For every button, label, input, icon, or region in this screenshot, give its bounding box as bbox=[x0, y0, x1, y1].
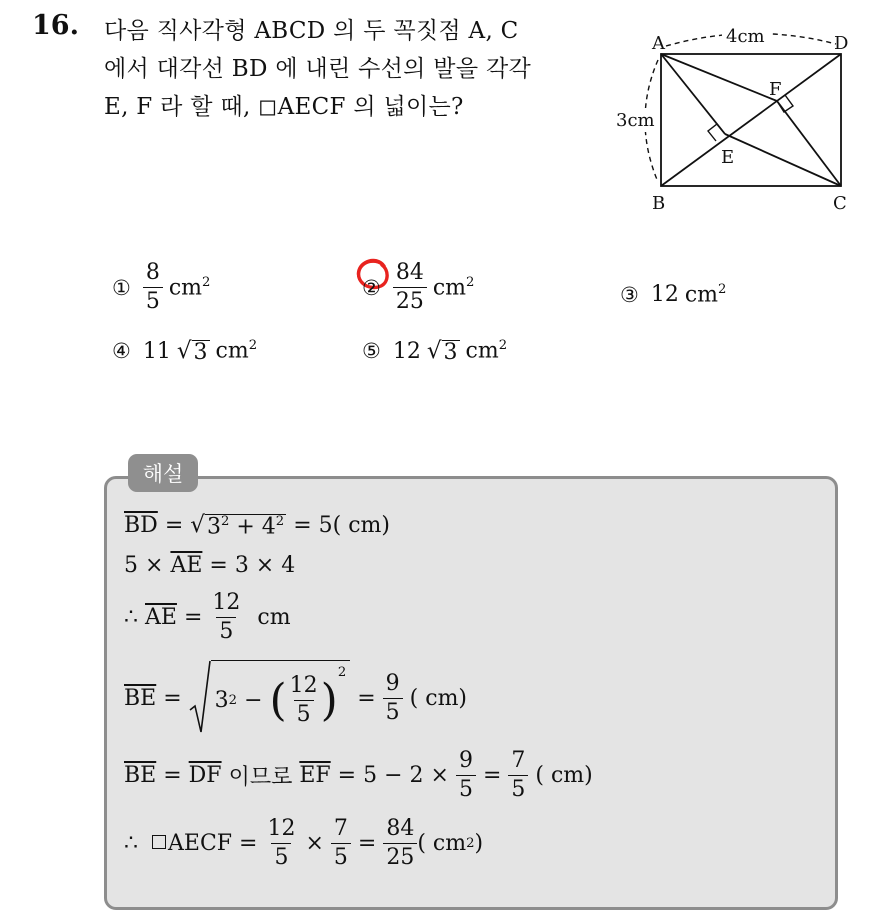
solution-line-3: ∴ $\overline{AE}$ = $\frac{12}{5}$ cm bbox=[124, 590, 291, 644]
denominator: 5 bbox=[143, 287, 163, 313]
square-symbol bbox=[152, 835, 166, 849]
fraction: $\frac{9}{5}$ bbox=[456, 750, 476, 801]
sqrt: 3 2 − ( $\frac{12}{5}$ ) $^2$ bbox=[189, 660, 351, 736]
unit: $cm^2$ bbox=[684, 282, 727, 308]
solution-line-6: ∴ AECF = $\frac{12}{5}$ × $\frac{7}{5}$ = $\frac{84}{25}$ ( cm 2 ) bbox=[124, 816, 484, 870]
vertex-label-b: B bbox=[652, 193, 666, 214]
numerator: 84 bbox=[395, 260, 424, 285]
dimension-label-top: 4cm bbox=[726, 26, 765, 47]
choice-number-1: ① bbox=[112, 275, 131, 300]
choice-1[interactable] bbox=[112, 262, 210, 313]
choice-number-4: ④ bbox=[112, 339, 131, 363]
choice-3-value: 12 bbox=[650, 282, 679, 308]
segment-cf bbox=[777, 101, 841, 186]
vertex-label-c: C bbox=[833, 193, 847, 214]
sqrt: √ $3^2 + 4^2$ bbox=[190, 512, 285, 539]
choice-number-2: ② bbox=[362, 275, 381, 300]
choice-4[interactable] bbox=[112, 338, 257, 364]
vertex-label-a: A bbox=[652, 33, 665, 54]
numerator: 8 bbox=[145, 260, 160, 285]
choice-4-coefficient: 11 bbox=[142, 338, 171, 364]
fraction: $\frac{84}{25}$ bbox=[383, 818, 417, 869]
unit: $cm^2$ bbox=[465, 338, 508, 364]
segment-ce bbox=[725, 134, 841, 186]
choice-2-fraction bbox=[393, 262, 427, 313]
rectangle-figure bbox=[598, 18, 868, 218]
choice-2[interactable] bbox=[362, 262, 474, 313]
solution-line-2: 5 × $\overline{AE}$ = 3 × 4 bbox=[124, 553, 296, 578]
question-text-line-3: E, F 라 할 때, ◻AECF 의 넓이는? bbox=[104, 94, 464, 120]
sqrt: √ 3 bbox=[426, 338, 458, 365]
segment-af bbox=[661, 54, 777, 101]
fraction: $\frac{9}{5}$ bbox=[383, 673, 403, 724]
unit: $cm^2$ bbox=[168, 274, 211, 301]
fraction: $\frac{7}{5}$ bbox=[508, 750, 528, 801]
vertex-label-f: F bbox=[769, 79, 782, 100]
solution-line-1: $\overline{BD}$ = √ $3^2 + 4^2$ = 5( cm) bbox=[124, 512, 390, 539]
diagonal-bd bbox=[661, 54, 841, 186]
right-angle-mark-e bbox=[708, 124, 725, 141]
solution-badge: 해설 bbox=[128, 454, 198, 492]
fraction: $\frac{12}{5}$ bbox=[267, 816, 296, 870]
solution-line-5: $\overline{BE}$ = $\overline{DF}$ 이므로 $\overline{EF}$ = 5 − 2 × $\frac{9}{5}$ = $\frac{7}{5}$ ( cm) bbox=[124, 748, 593, 802]
vertex-label-e: E bbox=[721, 147, 735, 168]
fraction: $\frac{7}{5}$ bbox=[331, 818, 351, 869]
choice-5[interactable] bbox=[362, 338, 507, 364]
vertex-label-d: D bbox=[834, 33, 849, 54]
choice-3[interactable] bbox=[620, 282, 726, 307]
unit: $cm^2$ bbox=[432, 274, 475, 301]
question-text-line-2: 에서 대각선 BD 에 내린 수선의 발을 각각 bbox=[104, 56, 531, 82]
question-text-line-1: 다음 직사각형 ABCD 의 두 꼭짓점 A, C bbox=[104, 18, 519, 44]
sqrt: √ 3 bbox=[176, 338, 208, 365]
question-number: 16. bbox=[32, 10, 79, 41]
choice-number-3: ③ bbox=[620, 282, 639, 307]
choice-5-coefficient: 12 bbox=[392, 338, 421, 364]
solution-line-4: $\overline{BE}$ = 3 2 − ( $\frac{12}{5}$ ) $^2$ = $\frac{9}{5}$ ( cm) bbox=[124, 660, 467, 736]
choice-1-fraction bbox=[143, 262, 163, 313]
dimension-label-left: 3cm bbox=[616, 110, 655, 131]
choice-number-5: ⑤ bbox=[362, 339, 381, 363]
fraction: $\frac{12}{5}$ bbox=[212, 590, 241, 644]
unit: $cm^2$ bbox=[215, 338, 258, 364]
denominator: 25 bbox=[393, 287, 427, 313]
